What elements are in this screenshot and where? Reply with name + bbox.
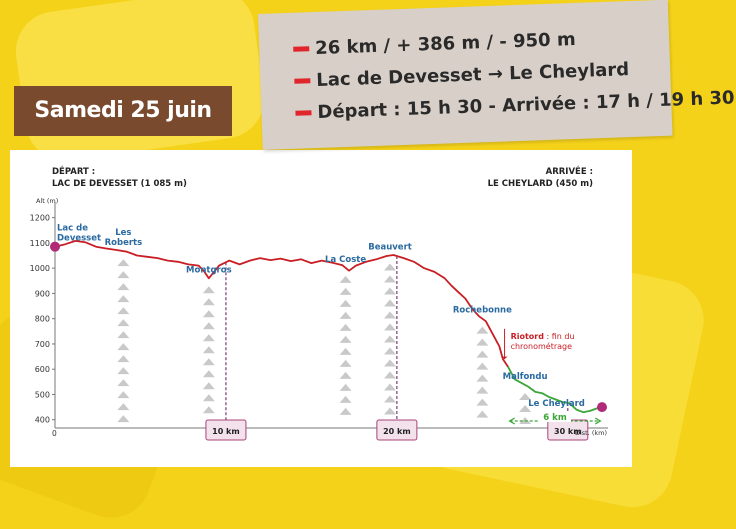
mountain-marker-icon: [384, 408, 396, 415]
mountain-marker-icon: [476, 363, 488, 370]
y-tick-label: 1200: [29, 213, 50, 223]
y-tick-label: 700: [34, 339, 50, 349]
mountain-marker-icon: [384, 360, 396, 367]
mountain-marker-icon: [117, 343, 129, 350]
km-marker-label: 20 km: [383, 427, 411, 436]
place-label: La Coste: [325, 254, 367, 265]
mountain-marker-icon: [117, 271, 129, 278]
route-from-to: [294, 59, 629, 92]
segment-6km-label: 6 km: [543, 413, 567, 423]
mountain-marker-icon: [476, 411, 488, 418]
end-label-title: ARRIVÉE :: [545, 167, 593, 177]
mountain-marker-icon: [203, 310, 215, 317]
mountain-marker-icon: [340, 324, 352, 331]
place-label: Malfondu: [502, 372, 548, 382]
mountain-marker-icon: [340, 300, 352, 307]
red-dash-bullet: [293, 46, 309, 52]
mountain-marker-icon: [340, 348, 352, 355]
mountain-marker-icon: [203, 358, 215, 365]
background-streak: [11, 0, 270, 166]
mountain-marker-icon: [117, 403, 129, 410]
mountain-marker-icon: [384, 276, 396, 283]
route-to: Le Cheylard: [508, 59, 630, 85]
mountain-marker-icon: [340, 312, 352, 319]
mountain-marker-icon: [340, 396, 352, 403]
mountain-marker-icon: [384, 372, 396, 379]
place-label: Les Roberts: [104, 228, 143, 249]
elevation-profile-chart: [10, 150, 632, 467]
mountain-marker-icon: [203, 394, 215, 401]
mountain-marker-icon: [203, 286, 215, 293]
mountain-marker-icon: [384, 384, 396, 391]
mountain-marker-icon: [203, 322, 215, 329]
mountain-marker-icon: [340, 336, 352, 343]
place-label: Montgros: [186, 265, 232, 276]
mountain-marker-icon: [384, 396, 396, 403]
mountain-marker-icon: [476, 339, 488, 346]
route-info-box: [258, 0, 735, 150]
y-tick-label: 600: [34, 365, 50, 375]
y-tick-label: 1000: [29, 264, 50, 274]
y-tick-label: 800: [34, 314, 50, 324]
mountain-marker-icon: [384, 312, 396, 319]
mountain-marker-icon: [203, 346, 215, 353]
start-label-title: DÉPART :: [52, 167, 96, 177]
mountain-marker-icon: [203, 382, 215, 389]
mountain-marker-icon: [203, 298, 215, 305]
place-label: Lac de Devesset: [57, 223, 102, 244]
x-origin-label: 0: [52, 429, 57, 438]
mountain-marker-icon: [384, 348, 396, 355]
end-point: [597, 402, 607, 412]
place-label: Le Cheylard: [528, 398, 585, 409]
mountain-marker-icon: [384, 300, 396, 307]
mountain-marker-icon: [117, 307, 129, 314]
mountain-marker-icon: [117, 283, 129, 290]
y-tick-label: 400: [34, 415, 50, 425]
km-marker-label: 10 km: [212, 427, 240, 436]
date-banner: Samedi 25 juin: [14, 86, 232, 136]
km-marker-label: 30 km: [554, 427, 582, 436]
red-dash-bullet: [294, 78, 310, 84]
mountain-marker-icon: [384, 336, 396, 343]
route-stats: [293, 29, 576, 60]
mountain-marker-icon: [117, 295, 129, 302]
mountain-marker-icon: [117, 391, 129, 398]
route-from: Lac de Devesset: [315, 64, 482, 91]
place-label: Rochebonne: [452, 305, 512, 316]
y-axis-label: Alt (m): [36, 197, 59, 205]
mountain-marker-icon: [340, 288, 352, 295]
mountain-marker-icon: [117, 331, 129, 338]
mountain-marker-icon: [117, 259, 129, 266]
mountain-marker-icon: [384, 264, 396, 271]
route-stats-text: 26 km / + 386 m / - 950 m: [314, 28, 576, 60]
mountain-marker-icon: [340, 360, 352, 367]
route-schedule-text: Départ : 15 h 30 - Arrivée : 17 h / 19 h 30: [317, 87, 735, 123]
place-label: Beauvert: [368, 242, 412, 253]
riotord-annotation-line2: chronométrage: [510, 341, 573, 351]
mountain-marker-icon: [117, 355, 129, 362]
mountain-marker-icon: [117, 319, 129, 326]
mountain-marker-icon: [476, 351, 488, 358]
start-label-place: LAC DE DEVESSET (1 085 m): [52, 179, 187, 189]
x-axis-label: Dist. (km): [574, 429, 607, 437]
mountain-marker-icon: [476, 375, 488, 382]
mountain-marker-icon: [340, 276, 352, 283]
mountain-marker-icon: [117, 367, 129, 374]
mountain-marker-icon: [203, 334, 215, 341]
y-tick-label: 1100: [29, 238, 50, 248]
end-label-place: LE CHEYLARD (450 m): [487, 179, 593, 189]
arrow-right-icon: →: [487, 63, 504, 86]
red-dash-bullet: [295, 110, 311, 116]
y-tick-label: 900: [34, 289, 50, 299]
riotord-annotation: Riotord : fin du: [510, 331, 575, 341]
mountain-marker-icon: [117, 379, 129, 386]
mountain-marker-icon: [340, 384, 352, 391]
mountain-marker-icon: [117, 415, 129, 422]
mountain-marker-icon: [384, 288, 396, 295]
mountain-marker-icon: [476, 387, 488, 394]
elevation-profile-panel: [10, 150, 632, 467]
mountain-marker-icon: [384, 324, 396, 331]
mountain-marker-icon: [476, 399, 488, 406]
mountain-marker-icon: [476, 327, 488, 334]
mountain-marker-icon: [340, 372, 352, 379]
mountain-marker-icon: [203, 406, 215, 413]
mountain-marker-icon: [340, 408, 352, 415]
mountain-marker-icon: [203, 370, 215, 377]
y-tick-label: 500: [34, 390, 50, 400]
route-schedule: [295, 87, 735, 123]
